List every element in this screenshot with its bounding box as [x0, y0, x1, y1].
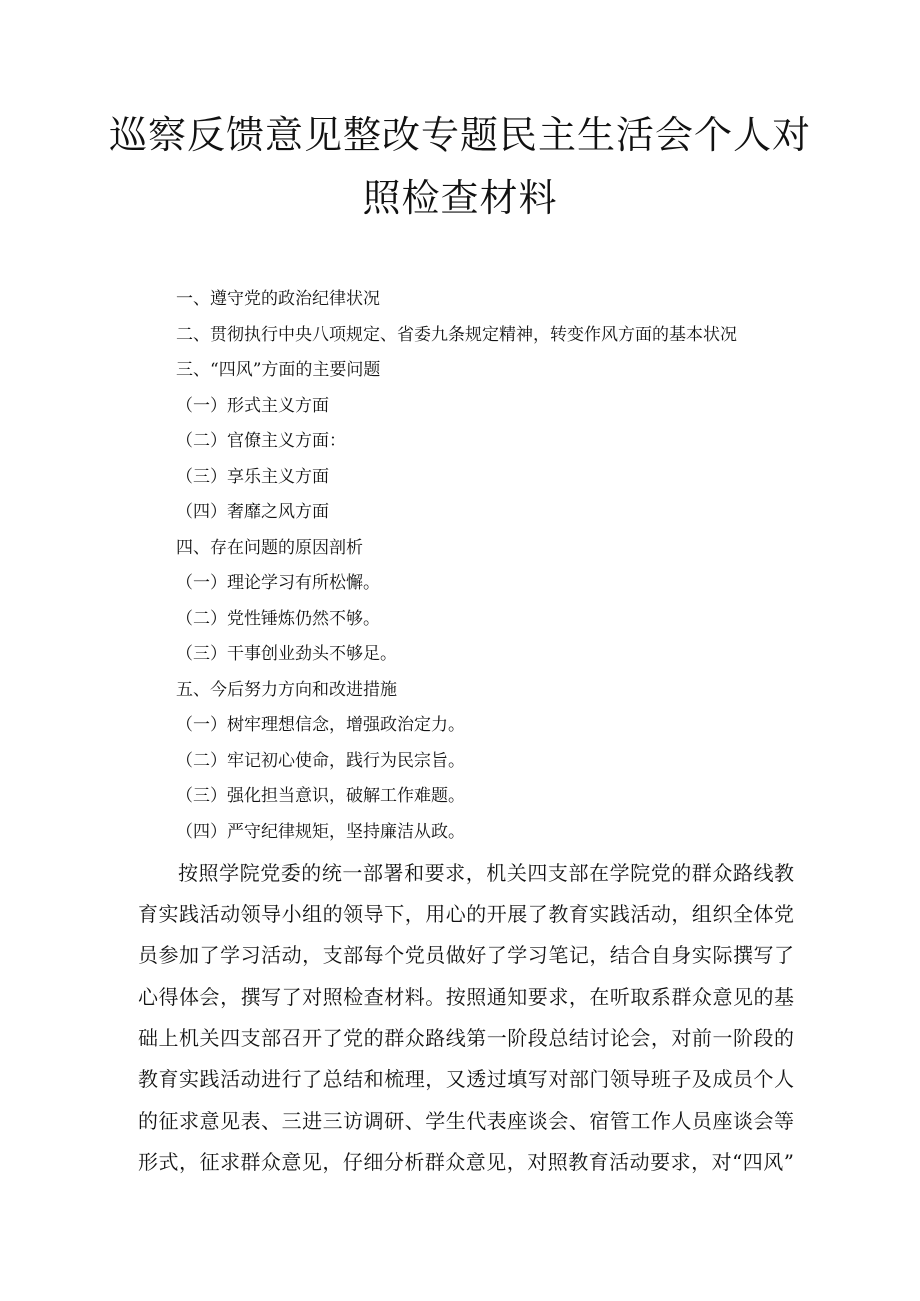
outline-sub-item-4-3: （三）干事创业劲头不够足。: [176, 644, 397, 664]
outline-sub-item-3-4: （四）奢靡之风方面: [176, 502, 329, 522]
outline-sub-item-5-2: （二）牢记初心使命，践行为民宗旨。: [176, 751, 465, 771]
outline-heading-5: 五、今后努力方向和改进措施: [176, 680, 397, 700]
outline-heading-3: 三、“四风”方面的主要问题: [176, 360, 381, 380]
document-title-line-1: 巡察反馈意见整改专题民主生活会个人对: [108, 113, 811, 157]
outline-sub-item-4-2: （二）党性锤炼仍然不够。: [176, 609, 380, 629]
body-line-4: 心得体会，撰写了对照检查材料。按照通知要求，在听取系群众意见的基: [138, 985, 794, 1009]
body-line-3: 员参加了学习活动，支部每个党员做好了学习笔记，结合自身实际撰写了: [138, 943, 794, 967]
body-line-5: 础上机关四支部召开了党的群众路线第一阶段总结讨论会，对前一阶段的: [138, 1026, 794, 1050]
outline-heading-1: 一、遵守党的政治纪律状况: [176, 289, 380, 309]
outline-sub-item-5-3: （三）强化担当意识，破解工作难题。: [176, 786, 465, 806]
body-line-2: 育实践活动领导小组的领导下，用心的开展了教育实践活动，组织全体党: [138, 902, 794, 926]
outline-sub-item-3-1: （一）形式主义方面: [176, 396, 329, 416]
outline-sub-item-3-3: （三）享乐主义方面: [176, 467, 329, 487]
body-line-7: 的征求意见表、三进三访调研、学生代表座谈会、宿管工作人员座谈会等: [138, 1109, 794, 1133]
outline-sub-item-4-1: （一）理论学习有所松懈。: [176, 573, 380, 593]
outline-heading-4: 四、存在问题的原因剖析: [176, 538, 363, 558]
document-title-line-2: 照检查材料: [362, 176, 558, 220]
outline-heading-2: 二、贯彻执行中央八项规定、省委九条规定精神，转变作风方面的基本状况: [176, 325, 737, 345]
body-line-8: 形式，征求群众意见，仔细分析群众意见，对照教育活动要求，对“四风”: [138, 1150, 794, 1174]
outline-sub-item-5-1: （一）树牢理想信念，增强政治定力。: [176, 715, 465, 735]
body-line-1: 按照学院党委的统一部署和要求，机关四支部在学院党的群众路线教: [178, 861, 794, 885]
outline-sub-item-5-4: （四）严守纪律规矩，坚持廉洁从政。: [176, 822, 465, 842]
body-line-6: 教育实践活动进行了总结和梳理，又透过填写对部门领导班子及成员个人: [138, 1067, 794, 1091]
outline-sub-item-3-2: （二）官僚主义方面：: [176, 431, 346, 451]
